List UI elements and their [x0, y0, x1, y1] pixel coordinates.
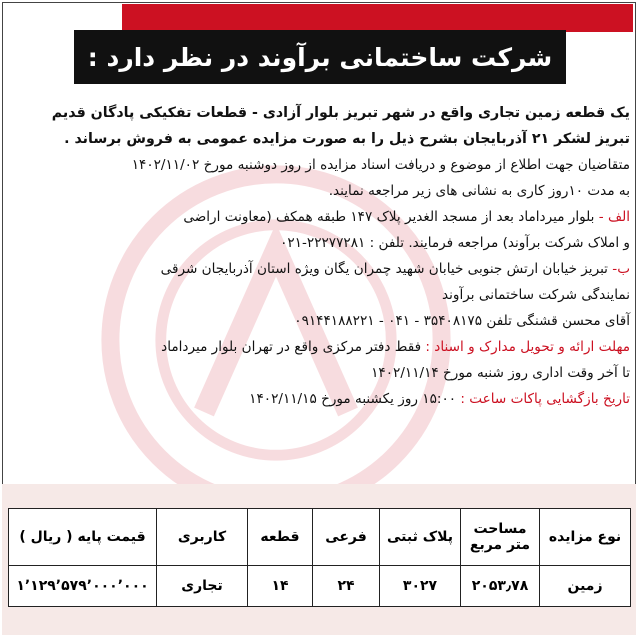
opening-line: [6, 386, 630, 412]
header-registration-plate: پلاک ثبتی: [380, 509, 461, 566]
deadline-line-2: تا آخر وقت اداری روز شنبه مورخ ۱۴۰۲/۱۱/۱۴: [371, 365, 630, 381]
cell-registration-plate: ۳۰۲۷: [380, 566, 461, 607]
header-accent-bar: [122, 4, 633, 32]
deadline-line-1: [6, 334, 630, 360]
address-b-text: تبریز خیابان ارتش جنوبی خیابان شهید چمران یگان ویژه استان آذربایجان شرقی: [160, 261, 613, 277]
table-row: [9, 566, 631, 607]
header-auction-type: نوع مزایده: [540, 509, 631, 566]
header-usage: کاربری: [157, 509, 248, 566]
intro-line-2: تبریز لشکر ۲۱ آذربایجان بشرح ذیل را به صورت مزایده عمومی به فروش برساند .: [64, 131, 630, 147]
cell-base-price: ۱٬۱۲۹٬۵۷۹٬۰۰۰٬۰۰۰: [9, 566, 157, 607]
header-base-price: قیمت پایه ( ریال ): [9, 509, 157, 566]
address-a-label: الف -: [598, 209, 630, 225]
address-a-line-2: و املاک شرکت برآوند) مراجعه فرمایند. تلفن : ۲۲۲۷۷۲۸۱-۰۲۱: [280, 235, 630, 251]
notice-body: [6, 100, 630, 412]
notice-title: شرکت ساختمانی برآوند در نظر دارد :: [74, 30, 566, 84]
address-a-line-1: [6, 204, 630, 230]
body-line-3: متقاضیان جهت اطلاع از موضوع و دریافت اسناد مزایده از روز دوشنبه مورخ ۱۴۰۲/۱۱/۰۲: [131, 157, 630, 173]
opening-label: تاریخ بازگشایی پاکات ساعت :: [460, 391, 630, 407]
header-area: مساحت متر مربع: [461, 509, 540, 566]
intro-line-1: یک قطعه زمین تجاری واقع در شهر تبریز بلوار آزادی - قطعات تفکیکی پادگان قدیم: [51, 105, 630, 121]
body-line-4: به مدت ۱۰روز کاری به نشانی های زیر مراجعه نمایند.: [328, 183, 630, 199]
cell-area: ۲۰۵۳٫۷۸: [461, 566, 540, 607]
address-a-text: بلوار میرداماد بعد از مسجد الغدیر پلاک ۱۴۷ طبقه همکف (معاونت اراضی: [183, 209, 599, 225]
header-parcel: قطعه: [248, 509, 313, 566]
address-b-label: ب-: [612, 261, 630, 277]
address-b-line-2: نمایندگی شرکت ساختمانی برآوند: [442, 287, 630, 303]
address-b-line-1: [6, 256, 630, 282]
auction-table: [8, 508, 631, 607]
deadline-label: مهلت ارائه و تحویل مدارک و اسناد :: [425, 339, 630, 355]
cell-parcel: ۱۴: [248, 566, 313, 607]
opening-text: ۱۵:۰۰ روز یکشنبه مورخ ۱۴۰۲/۱۱/۱۵: [249, 391, 461, 407]
deadline-text: فقط دفتر مرکزی واقع در تهران بلوار میرداماد: [161, 339, 426, 355]
cell-sub-plate: ۲۴: [313, 566, 380, 607]
header-sub-plate: فرعی: [313, 509, 380, 566]
table-header-row: [9, 509, 631, 566]
cell-usage: تجاری: [157, 566, 248, 607]
cell-auction-type: زمین: [540, 566, 631, 607]
auction-table-area: [2, 484, 636, 635]
contact-line: آقای محسن قشنگی تلفن ۳۵۴۰۸۱۷۵ - ۰۴۱ - ۰۹۱۴۴۱۸۸۲۲۱: [294, 313, 630, 329]
